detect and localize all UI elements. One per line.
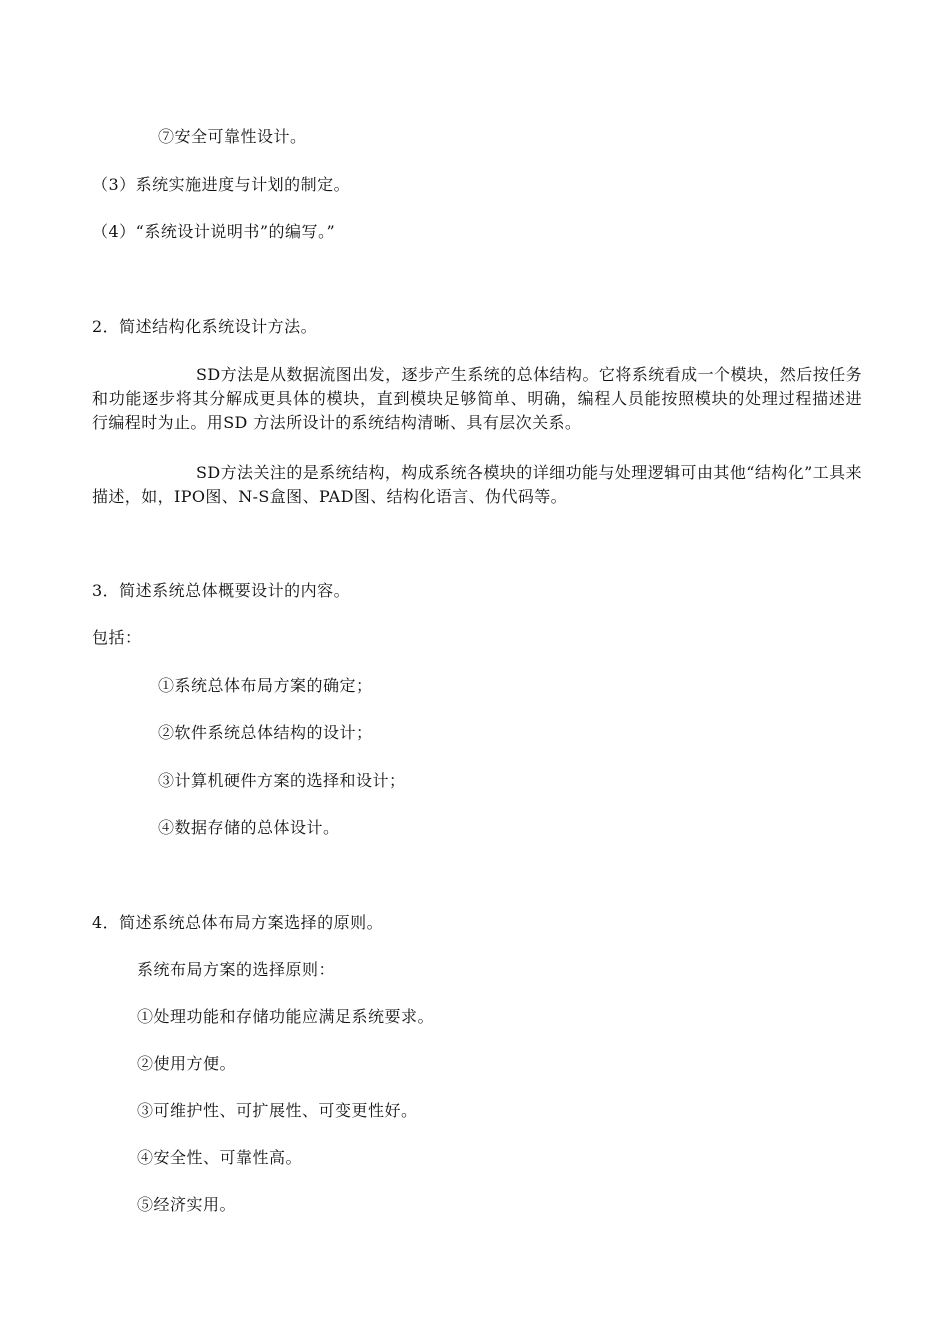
question-4-item-2: ②使用方便。: [137, 1054, 237, 1073]
question-4-item-3: ③可维护性、可扩展性、可变更性好。: [137, 1101, 418, 1120]
question-3-item-4: ④数据存储的总体设计。: [158, 818, 340, 837]
question-4-intro: 系统布局方案的选择原则：: [137, 960, 336, 979]
question-4-item-4: ④安全性、可靠性高。: [137, 1148, 303, 1167]
question-2-paragraph-2: SD方法关注的是系统结构，构成系统各模块的详细功能与处理逻辑可由其他“结构化”工具来描述，如，IPO图、N-S盒图、PAD图、结构化语言、伪代码等。: [92, 463, 862, 506]
question-4-item-5: ⑤经济实用。: [137, 1195, 237, 1214]
question-3-item-2: ②软件系统总体结构的设计；: [158, 723, 373, 742]
question-4-heading: 4．简述系统总体布局方案选择的原则。: [92, 913, 384, 932]
question-2-paragraph-1: SD方法是从数据流图出发，逐步产生系统的总体结构。它将系统看成一个模块，然后按任务和功能逐步将其分解成更具体的模块，直到模块足够简单、明确，编程人员能按照模块的处理过程描述进行编程时为止。用SD 方法所设计的系统结构清晰、具有层次关系。: [92, 365, 862, 432]
list-item-3-schedule: （3）系统实施进度与计划的制定。: [92, 175, 351, 194]
list-item-7-safety-reliability: ⑦安全可靠性设计。: [158, 127, 307, 146]
question-2-heading: 2．简述结构化系统设计方法。: [92, 317, 318, 336]
question-3-intro: 包括：: [92, 628, 142, 647]
question-3-item-1: ①系统总体布局方案的确定；: [158, 676, 373, 695]
question-3-heading: 3．简述系统总体概要设计的内容。: [92, 581, 351, 600]
question-3-item-3: ③计算机硬件方案的选择和设计；: [158, 771, 406, 790]
question-4-item-1: ①处理功能和存储功能应满足系统要求。: [137, 1007, 435, 1026]
list-item-4-spec-writing: （4）“系统设计说明书”的编写。”: [92, 222, 336, 241]
